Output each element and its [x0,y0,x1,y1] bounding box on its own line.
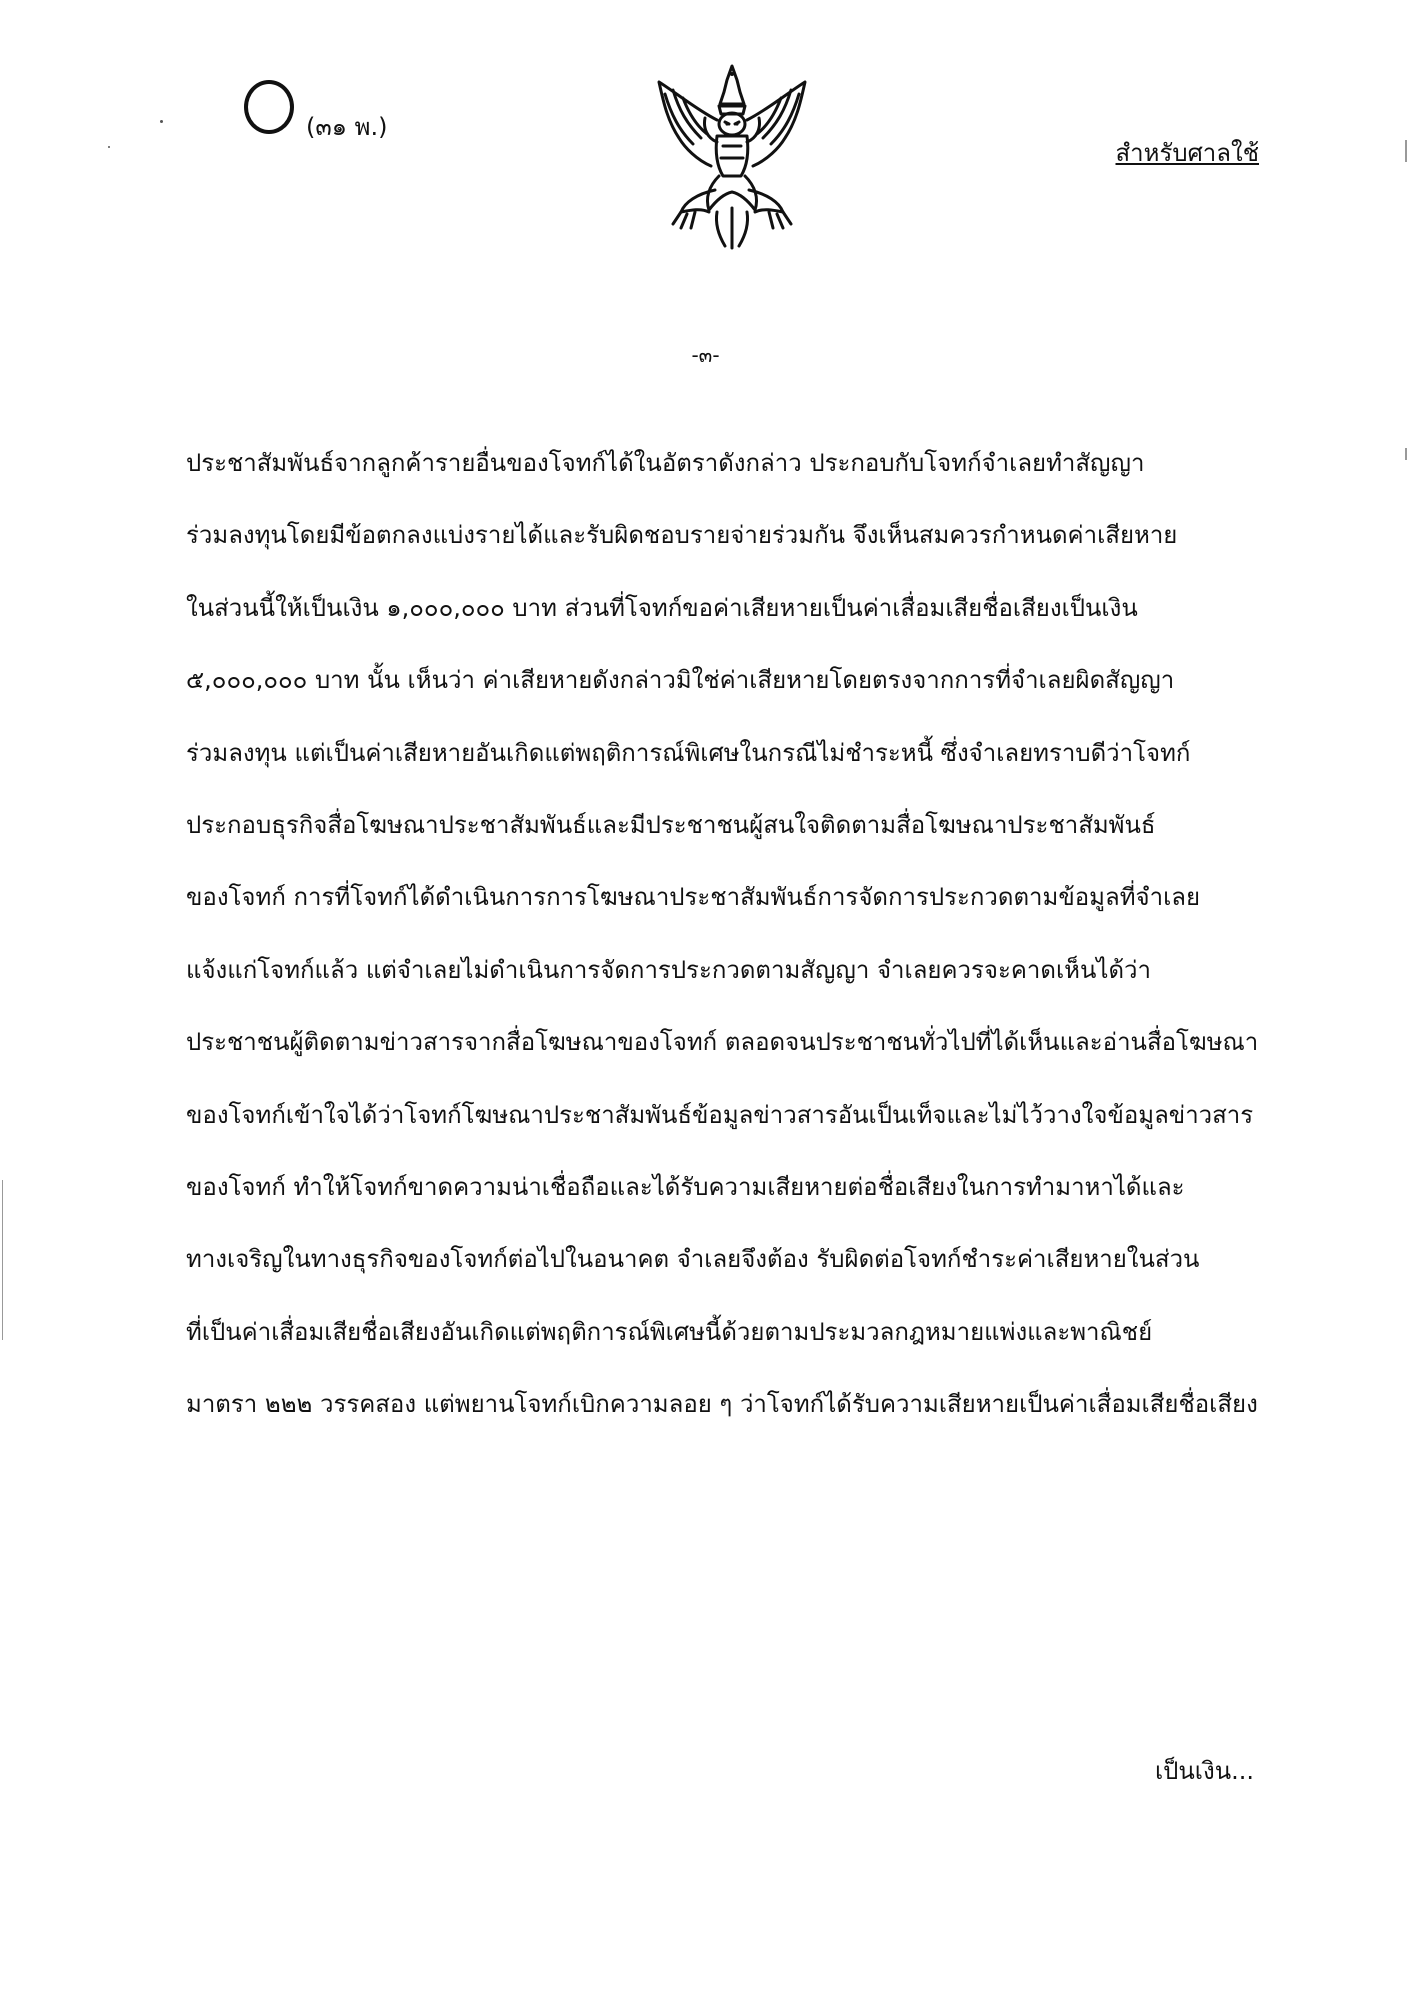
body-line: ร่วมลงทุน แต่เป็นค่าเสียหายอันเกิดแต่พฤติการณ์พิเศษในกรณีไม่ชำระหนี้ ซึ่งจำเลยทราบดีว่าโจทก์ [186,738,1191,767]
body-line: ประชาชนผู้ติดตามข่าวสารจากสื่อโฆษณาของโจทก์ ตลอดจนประชาชนทั่วไปที่ได้เห็นและอ่านสื่อโฆษณา [186,1028,1259,1057]
body-line: ของโจทก์ ทำให้โจทก์ขาดความน่าเชื่อถือและได้รับความเสียหายต่อชื่อเสียงในการทำมาหาได้และ [186,1172,1185,1201]
body-line: ร่วมลงทุนโดยมีข้อตกลงแบ่งรายได้และรับผิดชอบรายจ่ายร่วมกัน จึงเห็นสมควรกำหนดค่าเสียหาย [186,521,1178,550]
garuda-emblem-icon [645,62,820,252]
body-line: ๕,๐๐๐,๐๐๐ บาท นั้น เห็นว่า ค่าเสียหายดังกล่าวมิใช่ค่าเสียหายโดยตรงจากการที่จำเลยผิดสัญญา [186,666,1175,695]
body-line: แจ้งแก่โจทก์แล้ว แต่จำเลยไม่ดำเนินการจัดการประกวดตามสัญญา จำเลยควรจะคาดเห็นได้ว่า [186,955,1152,984]
body-line: ประชาสัมพันธ์จากลูกค้ารายอื่นของโจทก์ได้ในอัตราดังกล่าว ประกอบกับโจทก์จำเลยทำสัญญา [186,449,1145,477]
body-line: ทางเจริญในทางธุรกิจของโจทก์ต่อไปในอนาคต จำเลยจึงต้อง รับผิดต่อโจทก์ชำระค่าเสียหายในส่วน [186,1245,1200,1274]
body-line: ของโจทก์ การที่โจทก์ได้ดำเนินการการโฆษณาประชาสัมพันธ์การจัดการประกวดตามข้อมูลที่จำเลย [186,883,1201,912]
court-use-label: สำหรับศาลใช้ [1115,139,1259,167]
body-text [186,447,1281,1460]
body-line: ของโจทก์เข้าใจได้ว่าโจทก์โฆษณาประชาสัมพันธ์ข้อมูลข่าวสารอันเป็นเท็จและไม่ไว้วางใจข้อมูลข่าวสาร [186,1100,1254,1129]
continuation-text: เป็นเงิน... [1154,1757,1254,1785]
body-line: ที่เป็นค่าเสื่อมเสียชื่อเสียงอันเกิดแต่พฤติการณ์พิเศษนี้ด้วยตามประมวลกฎหมายแพ่งและพาณิชย์ [186,1317,1153,1346]
scan-speck [108,146,110,148]
scan-edge-mark [1405,140,1407,162]
form-code: (๓๑ พ.) [306,113,388,141]
form-circle-mark [244,80,294,134]
page-number: -๓- [691,343,720,367]
scan-speck [160,120,163,123]
body-line: ในส่วนนี้ให้เป็นเงิน ๑,๐๐๐,๐๐๐ บาท ส่วนที่โจทก์ขอค่าเสียหายเป็นค่าเสื่อมเสียชื่อเสียงเป็นเงิน [186,593,1138,622]
body-line: มาตรา ๒๒๒ วรรคสอง แต่พยานโจทก์เบิกความลอย ๆ ว่าโจทก์ได้รับความเสียหายเป็นค่าเสื่อมเสียชื่อเสียง [186,1390,1258,1419]
scan-edge-mark [1405,448,1407,460]
body-line: ประกอบธุรกิจสื่อโฆษณาประชาสัมพันธ์และมีประชาชนผู้สนใจติดตามสื่อโฆษณาประชาสัมพันธ์ [186,810,1156,839]
scan-edge-mark [2,1180,3,1340]
